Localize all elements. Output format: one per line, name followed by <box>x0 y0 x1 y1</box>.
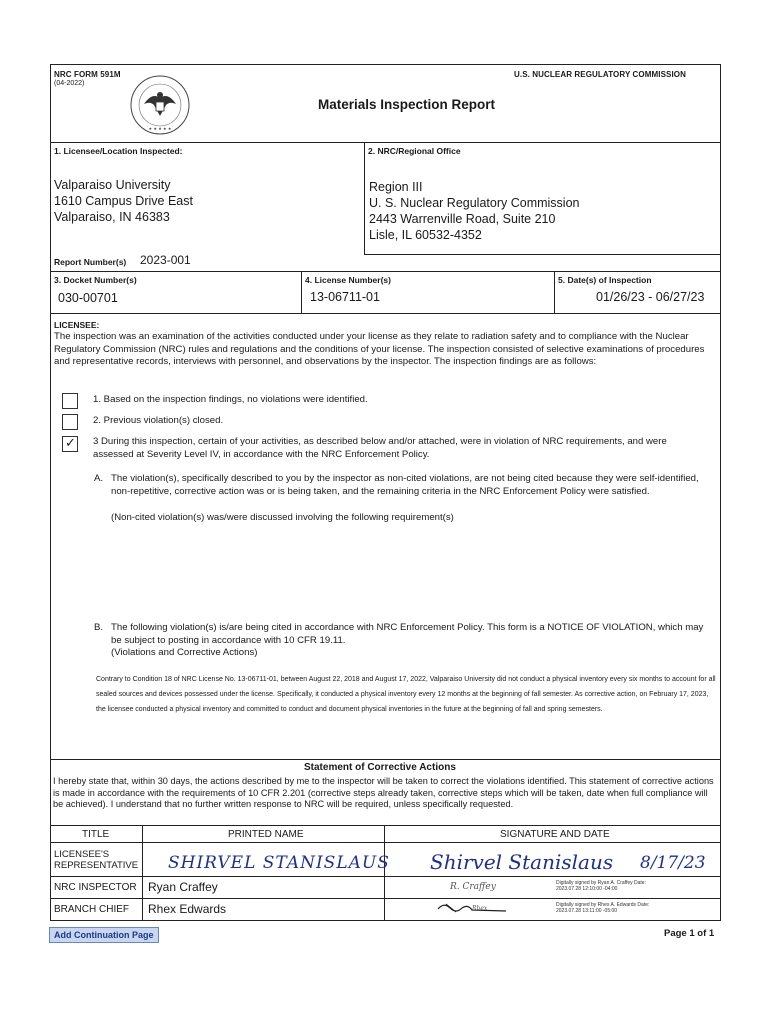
dates-label: 5. Date(s) of Inspection <box>558 275 652 285</box>
row3-signature: Rhex <box>472 905 488 912</box>
header-printed-name: PRINTED NAME <box>228 829 304 840</box>
row3-printed-name: Rhex Edwards <box>148 902 227 916</box>
row1-date: 8/17/23 <box>640 853 706 873</box>
license-value: 13-06711-01 <box>310 290 380 304</box>
header-signature: SIGNATURE AND DATE <box>500 829 610 840</box>
row2-digital-signature: Digitally signed by Ryan A. Craffey Date: 2023.07.28 12:10:00 -04:00 <box>556 880 646 892</box>
licensee-city: Valparaiso, IN 46383 <box>54 210 170 224</box>
office-agency: U. S. Nuclear Regulatory Commission <box>369 196 580 210</box>
report-number-label: Report Number(s) <box>54 257 127 267</box>
docket-label: 3. Docket Number(s) <box>54 275 137 285</box>
violation-text: Contrary to Condition 18 of NRC License No. 13-06711-01, between August 22, 2018 and August 17, 2022, Valparaiso University did not conduct a physical inventory every six months to account for all sealed sources and devices possessed under the license. Specifically, it conducted a physical inventory every 12 months at the beginning of fall semester. As corrective action, on February 17, 2023, the licensee conducted a physical inventory and committed to conduct and document physical inventories in the future at the beginning of fall and spring semesters. <box>96 676 716 713</box>
statement-text: I hereby state that, within 30 days, the actions described by me to the inspector will be taken to correct the violations identified. This statement of corrective actions is made in accordance with the requirements of 10 CFR 2.201 (corrective steps already taken, corrective steps which will be taken, date when full compliance will be achieved). I understand that no further written response to NRC will be required, unless specifically requested. <box>53 776 714 810</box>
add-continuation-page-button[interactable]: Add Continuation Page <box>49 927 159 943</box>
row3-digital-signature: Digitally signed by Rhex A. Edwards Date: 2023.07.28 13:11:00 -05:00 <box>556 902 650 914</box>
form-name: NRC FORM 591M <box>54 70 121 79</box>
divider-col <box>364 142 365 254</box>
finding-2-checkbox[interactable] <box>62 414 78 430</box>
row1-title: LICENSEE'S REPRESENTATIVE <box>54 849 139 871</box>
item-a-sub: (Non-cited violation(s) was/were discussed involving the following requirement(s) <box>111 512 454 523</box>
dates-value: 01/26/23 - 06/27/23 <box>596 290 705 304</box>
item-b-sub: (Violations and Corrective Actions) <box>111 647 258 658</box>
svg-text:★ ★ ★ ★ ★: ★ ★ ★ ★ ★ <box>148 126 172 131</box>
frame-top <box>50 64 721 65</box>
row2-title: NRC INSPECTOR <box>54 882 137 893</box>
form-date: (04-2022) <box>54 80 85 87</box>
sig-table-left <box>50 825 51 921</box>
row2-printed-name: Ryan Craffey <box>148 880 218 894</box>
divider-1 <box>50 142 721 143</box>
licensee-street: 1610 Campus Drive East <box>54 194 193 208</box>
docket-value: 030-00701 <box>58 291 118 305</box>
finding-3-text: 3 During this inspection, certain of your activities, as described below and/or attached, were in violation of NRC requirements, and were assessed at Severity Level IV, in accordance with the NRC Enforcement Policy. <box>93 436 667 460</box>
sig-table-bottom <box>50 920 721 921</box>
finding-1-checkbox[interactable] <box>62 393 78 409</box>
divider-4 <box>50 759 721 760</box>
row3-title: BRANCH CHIEF <box>54 904 130 915</box>
page-title: Materials Inspection Report <box>318 97 496 112</box>
office-street: 2443 Warrenville Road, Suite 210 <box>369 212 556 226</box>
finding-2-text: 2. Previous violation(s) closed. <box>93 415 224 426</box>
finding-1-text: 1. Based on the inspection findings, no violations were identified. <box>93 394 368 405</box>
licensee-name: Valparaiso University <box>54 178 171 192</box>
divider-col-4 <box>554 271 555 313</box>
check-mark-icon: ✓ <box>65 435 76 450</box>
agency-name: U.S. NUCLEAR REGULATORY COMMISSION <box>514 70 687 79</box>
finding-3-checkbox[interactable] <box>62 436 78 452</box>
sig-table-col1 <box>142 825 143 921</box>
sig-table-row2-line <box>50 898 721 899</box>
office-region: Region III <box>369 180 423 194</box>
frame-right <box>720 64 721 826</box>
office-city: Lisle, IL 60532-4352 <box>369 228 482 242</box>
intro-text: The inspection was an examination of the activities conducted under your license as they relate to radiation safety and to compliance with the Nuclear Regulatory Commission (NRC) rules and regulations and the conditions of your license. The inspection consisted of selective examinations of procedures and representative records, interviews with personnel, and observations by the inspector. The inspection findings are as follows: <box>54 331 705 368</box>
statement-title: Statement of Corrective Actions <box>304 762 456 773</box>
frame-left <box>50 64 51 826</box>
divider-col-3 <box>301 271 302 313</box>
sig-table-header-line <box>50 842 721 843</box>
page-number: Page 1 of 1 <box>664 928 715 939</box>
divider-3 <box>50 313 721 314</box>
item-b-letter: B. <box>94 622 104 633</box>
header-title: TITLE <box>82 829 110 840</box>
report-number-value: 2023-001 <box>140 253 191 267</box>
sig-table-top <box>50 825 721 826</box>
divider-2 <box>50 271 721 272</box>
office-label: 2. NRC/Regional Office <box>368 146 461 156</box>
sig-table-row1-line <box>50 876 721 877</box>
divider-office <box>364 254 721 255</box>
licensee-heading: LICENSEE: <box>54 320 100 330</box>
item-a-text: The violation(s), specifically described to you by the inspector as non-cited violations, are not being cited because they were self-identified, non-repetitive, corrective action was or is being taken, and the remaining criteria in the NRC Enforcement Policy were satisfied. <box>111 473 699 497</box>
nrc-seal-icon <box>124 74 196 136</box>
item-b-text: The following violation(s) is/are being cited in accordance with NRC Enforcement Policy. This form is a NOTICE OF VIOLATION, which may be subject to posting in accordance with 10 CFR 19.11. <box>111 622 704 646</box>
row1-signature: Shirvel Stanislaus <box>430 850 614 874</box>
sig-table-col2 <box>384 825 385 921</box>
license-label: 4. License Number(s) <box>305 275 391 285</box>
item-a-letter: A. <box>94 473 104 484</box>
sig-table-right <box>720 825 721 921</box>
licensee-label: 1. Licensee/Location Inspected: <box>54 146 183 156</box>
row1-printed-name: SHIRVEL STANISLAUS <box>168 853 390 873</box>
row2-signature: R. Craffey <box>450 882 496 892</box>
